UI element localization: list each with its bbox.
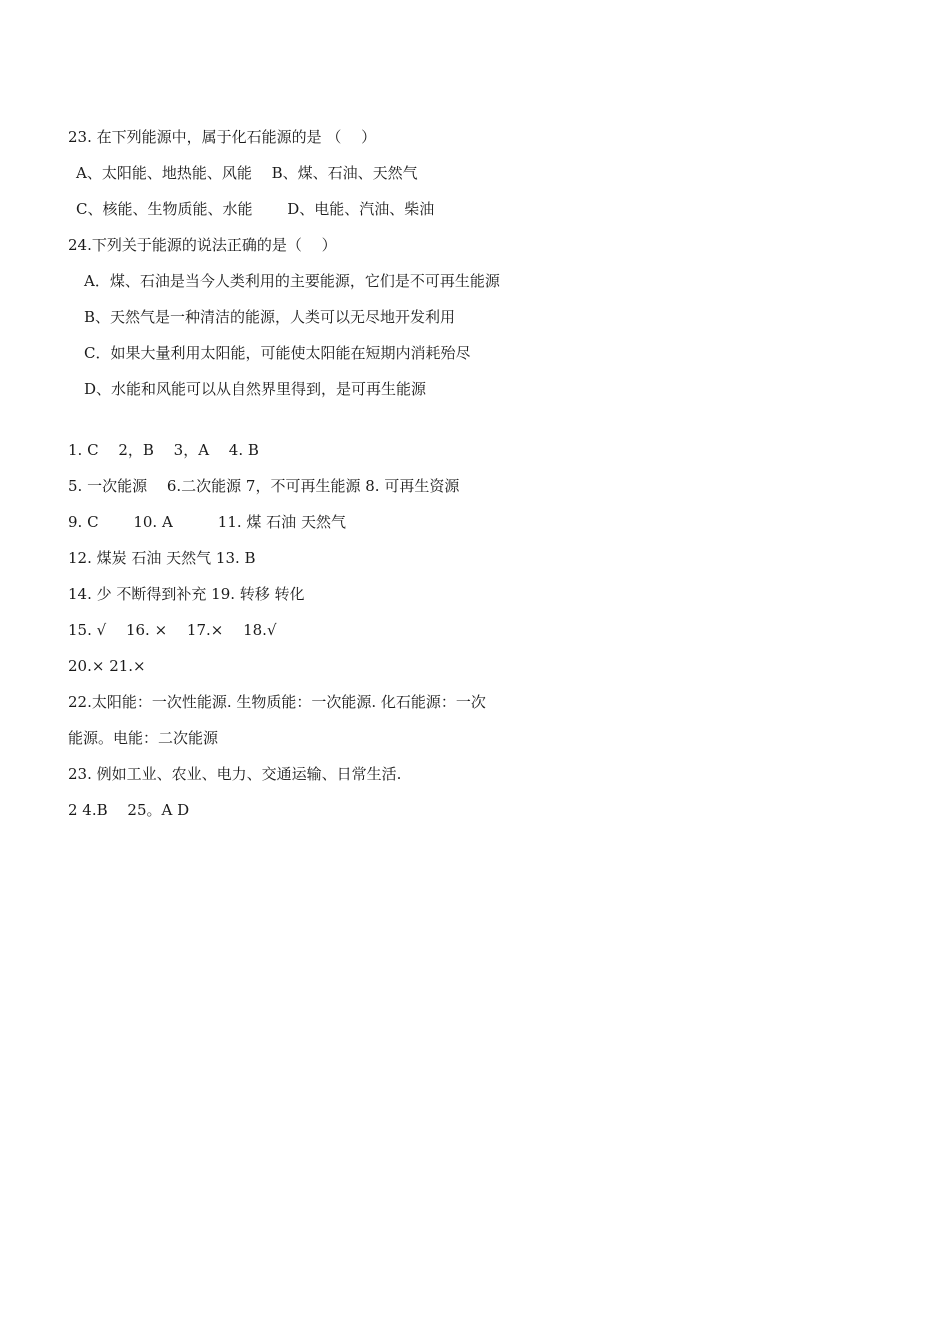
answer-line: 1. C 2，B 3，A 4. B <box>68 441 259 459</box>
answer-line: 9. C 10. A 11. 煤 石油 天然气 <box>68 513 346 531</box>
answer-line: 15. √ 16. × 17.× 18.√ <box>68 621 277 639</box>
question-24-option-c: C．如果大量利用太阳能，可能使太阳能在短期内消耗殆尽 <box>84 344 471 362</box>
answer-line: 12. 煤炭 石油 天然气 13. B <box>68 549 256 567</box>
answer-line: 20.× 21.× <box>68 657 146 675</box>
answer-line: 23. 例如工业、农业、电力、交通运输、日常生活. <box>68 765 402 783</box>
question-23-options-ab: A、太阳能、地热能、风能 B、煤、石油、天然气 <box>76 164 418 182</box>
question-24-stem: 24.下列关于能源的说法正确的是（ ） <box>68 236 337 254</box>
answer-line: 5. 一次能源 6.二次能源 7，不可再生能源 8. 可再生资源 <box>68 477 460 495</box>
question-23-options-cd: C、核能、生物质能、水能 D、电能、汽油、柴油 <box>76 200 435 218</box>
answer-line: 22.太阳能：一次性能源. 生物质能：一次能源. 化石能源：一次 <box>68 693 486 711</box>
question-24-option-b: B、天然气是一种清洁的能源，人类可以无尽地开发利用 <box>84 308 456 326</box>
question-24-option-d: D、水能和风能可以从自然界里得到，是可再生能源 <box>84 380 427 398</box>
answer-line: 2 4.B 25。A D <box>68 801 190 819</box>
question-23-stem: 23. 在下列能源中，属于化石能源的是 （ ） <box>68 128 377 146</box>
answer-line: 能源。电能：二次能源 <box>68 729 219 747</box>
question-24-option-a: A．煤、石油是当今人类利用的主要能源，它们是不可再生能源 <box>84 272 500 290</box>
answer-line: 14. 少 不断得到补充 19. 转移 转化 <box>68 585 305 603</box>
